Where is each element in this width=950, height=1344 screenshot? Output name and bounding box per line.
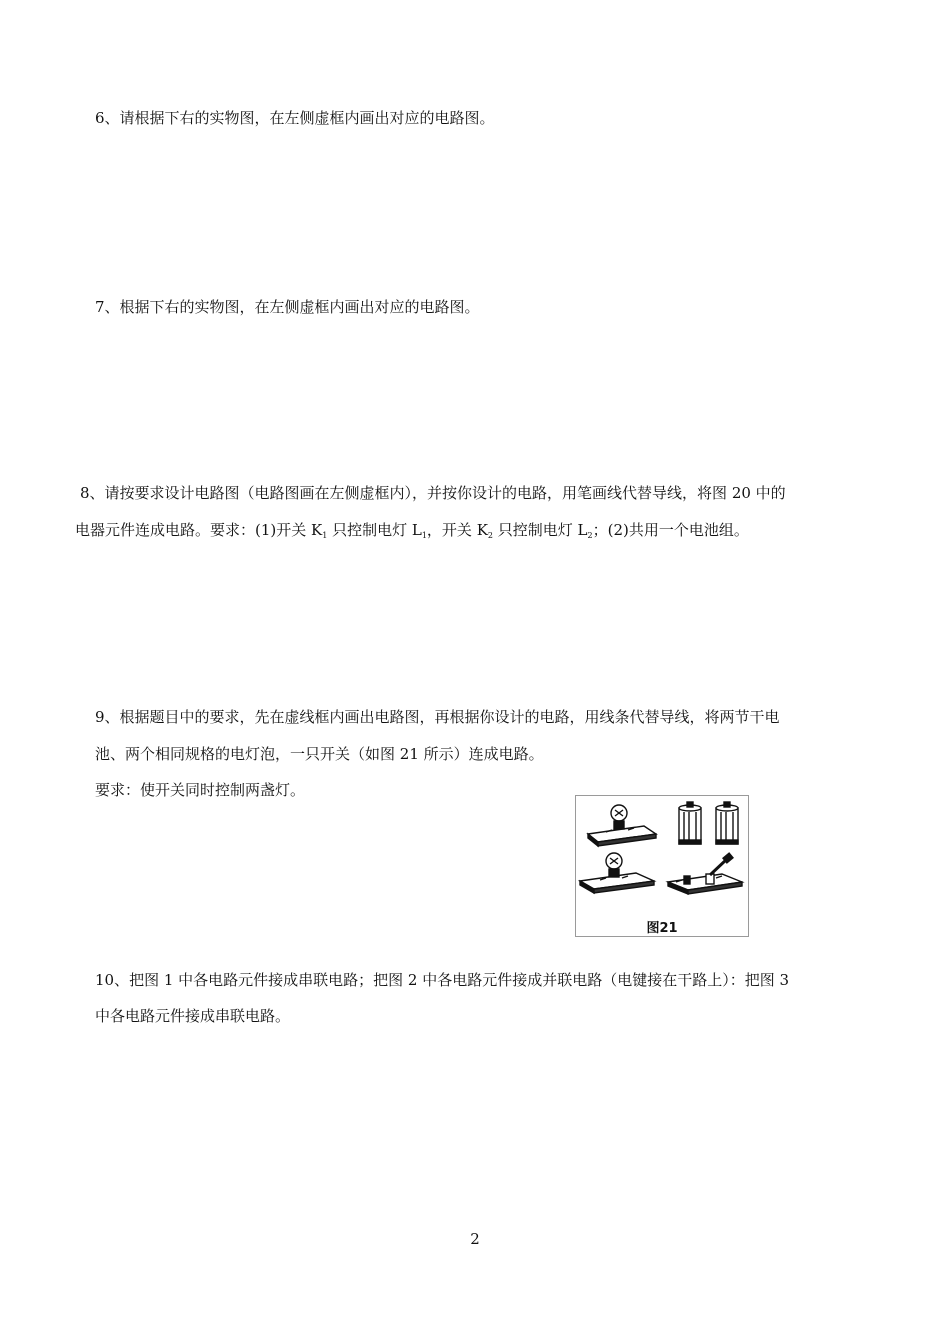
figure-21-caption: 图21 (646, 921, 678, 936)
bulb-board-2 (580, 853, 654, 893)
l1-subscript: 1 (421, 531, 427, 540)
question-10-line-2: 中各电路元件接成串联电路。 (95, 1007, 291, 1025)
q8-text-a: 电器元件连成电路。要求：(1)开关 K (75, 521, 323, 539)
knife-switch (668, 853, 742, 894)
question-8-line-1: 8、请按要求设计电路图（电路图画在左侧虚框内），并按你设计的电路，用笔画线代替导线，将图 20 中的 (80, 484, 786, 502)
l2-subscript: 2 (587, 531, 593, 540)
question-8-line-2 (75, 520, 749, 546)
question-9-line-1: 9、根据题目中的要求，先在虚线框内画出电路图，再根据你设计的电路，用线条代替导线，将两节干电 (95, 708, 780, 726)
battery-2 (716, 802, 738, 844)
question-9-line-3: 要求：使开关同时控制两盏灯。 (95, 781, 306, 799)
page-number: 2 (470, 1230, 480, 1248)
question-10-line-1: 10、把图 1 中各电路元件接成串联电路；把图 2 中各电路元件接成并联电路（电键接在干路上）：把图 3 (95, 971, 790, 989)
q8-text-b: 只控制电灯 L (327, 521, 422, 539)
k1-subscript: 1 (322, 531, 328, 540)
battery-1 (679, 802, 701, 844)
k2-subscript: 2 (487, 531, 493, 540)
q8-text-c: ，开关 K (426, 521, 488, 539)
question-6-text: 6、请根据下右的实物图，在左侧虚框内画出对应的电路图。 (95, 109, 495, 127)
figure-21-illustration (576, 796, 748, 936)
question-9-line-2: 池、两个相同规格的电灯泡，一只开关（如图 21 所示）连成电路。 (95, 745, 544, 763)
figure-21 (575, 795, 749, 937)
question-7-text: 7、根据下右的实物图，在左侧虚框内画出对应的电路图。 (95, 298, 480, 316)
q8-text-d: 只控制电灯 L (493, 521, 588, 539)
bulb-board-1 (588, 805, 656, 846)
q8-text-e: ；(2)共用一个电池组。 (592, 521, 749, 539)
